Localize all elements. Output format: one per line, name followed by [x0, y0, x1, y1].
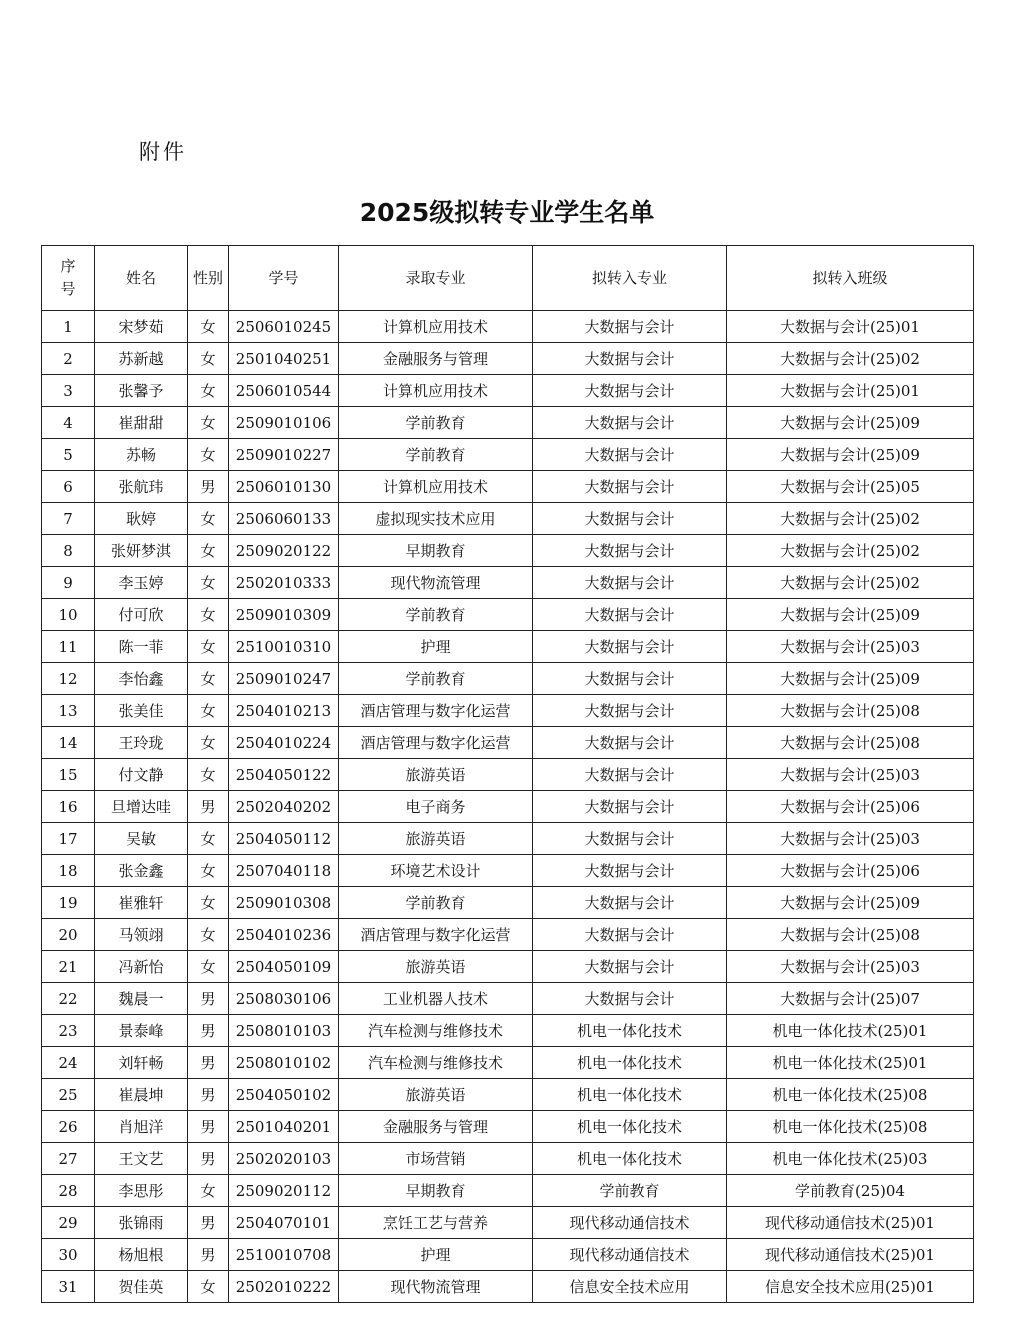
cell-target-major: 大数据与会计: [533, 535, 727, 567]
cell-gender: 男: [188, 1015, 229, 1047]
cell-target-major: 现代移动通信技术: [533, 1207, 727, 1239]
cell-admitted-major: 学前教育: [339, 887, 533, 919]
student-transfer-table: [41, 245, 974, 1303]
cell-seq: 7: [42, 503, 95, 535]
table-row: [42, 983, 974, 1015]
cell-target-major: 机电一体化技术: [533, 1047, 727, 1079]
cell-admitted-major: 汽车检测与维修技术: [339, 1015, 533, 1047]
cell-admitted-major: 虚拟现实技术应用: [339, 503, 533, 535]
header-admitted-major: 录取专业: [339, 246, 533, 311]
table-body: [42, 311, 974, 1303]
cell-seq: 12: [42, 663, 95, 695]
cell-target-class: 机电一体化技术(25)01: [727, 1015, 974, 1047]
cell-seq: 8: [42, 535, 95, 567]
cell-gender: 男: [188, 791, 229, 823]
cell-gender: 女: [188, 439, 229, 471]
cell-student-id: 2506060133: [229, 503, 339, 535]
cell-name: 旦增达哇: [95, 791, 188, 823]
cell-target-major: 大数据与会计: [533, 599, 727, 631]
cell-gender: 女: [188, 567, 229, 599]
cell-name: 张航玮: [95, 471, 188, 503]
cell-gender: 女: [188, 503, 229, 535]
cell-gender: 女: [188, 695, 229, 727]
cell-gender: 男: [188, 983, 229, 1015]
cell-name: 崔甜甜: [95, 407, 188, 439]
cell-target-class: 大数据与会计(25)09: [727, 407, 974, 439]
table-row: [42, 663, 974, 695]
cell-student-id: 2510010708: [229, 1239, 339, 1271]
cell-gender: 女: [188, 1175, 229, 1207]
cell-seq: 1: [42, 311, 95, 343]
table-row: [42, 375, 974, 407]
cell-target-major: 大数据与会计: [533, 919, 727, 951]
cell-seq: 30: [42, 1239, 95, 1271]
cell-target-major: 机电一体化技术: [533, 1015, 727, 1047]
cell-name: 崔晨坤: [95, 1079, 188, 1111]
table-row: [42, 311, 974, 343]
cell-seq: 20: [42, 919, 95, 951]
cell-student-id: 2504010213: [229, 695, 339, 727]
cell-gender: 女: [188, 1271, 229, 1303]
cell-seq: 4: [42, 407, 95, 439]
cell-target-major: 大数据与会计: [533, 375, 727, 407]
cell-gender: 女: [188, 535, 229, 567]
cell-gender: 女: [188, 919, 229, 951]
cell-seq: 18: [42, 855, 95, 887]
table-header-row: [42, 246, 974, 311]
cell-target-major: 大数据与会计: [533, 503, 727, 535]
cell-student-id: 2509010227: [229, 439, 339, 471]
cell-seq: 13: [42, 695, 95, 727]
cell-target-class: 大数据与会计(25)09: [727, 663, 974, 695]
table-row: [42, 1239, 974, 1271]
cell-seq: 3: [42, 375, 95, 407]
cell-student-id: 2508010102: [229, 1047, 339, 1079]
cell-target-class: 大数据与会计(25)09: [727, 887, 974, 919]
cell-name: 张美佳: [95, 695, 188, 727]
cell-student-id: 2506010245: [229, 311, 339, 343]
cell-student-id: 2508010103: [229, 1015, 339, 1047]
cell-target-major: 大数据与会计: [533, 439, 727, 471]
cell-admitted-major: 汽车检测与维修技术: [339, 1047, 533, 1079]
cell-seq: 17: [42, 823, 95, 855]
cell-name: 张锦雨: [95, 1207, 188, 1239]
cell-name: 李思彤: [95, 1175, 188, 1207]
table-row: [42, 727, 974, 759]
cell-name: 马领翊: [95, 919, 188, 951]
cell-gender: 男: [188, 1047, 229, 1079]
cell-student-id: 2509010308: [229, 887, 339, 919]
cell-name: 李怡鑫: [95, 663, 188, 695]
cell-seq: 10: [42, 599, 95, 631]
cell-student-id: 2506010130: [229, 471, 339, 503]
attachment-label: 附件: [139, 140, 187, 164]
cell-student-id: 2509020112: [229, 1175, 339, 1207]
cell-student-id: 2502040202: [229, 791, 339, 823]
cell-gender: 男: [188, 1143, 229, 1175]
cell-seq: 14: [42, 727, 95, 759]
cell-seq: 16: [42, 791, 95, 823]
cell-target-major: 大数据与会计: [533, 567, 727, 599]
cell-student-id: 2504050112: [229, 823, 339, 855]
cell-name: 崔雅轩: [95, 887, 188, 919]
cell-target-class: 机电一体化技术(25)01: [727, 1047, 974, 1079]
cell-target-major: 大数据与会计: [533, 759, 727, 791]
cell-gender: 女: [188, 631, 229, 663]
cell-admitted-major: 学前教育: [339, 439, 533, 471]
cell-admitted-major: 计算机应用技术: [339, 471, 533, 503]
cell-target-class: 大数据与会计(25)03: [727, 951, 974, 983]
table-row: [42, 1143, 974, 1175]
cell-name: 杨旭根: [95, 1239, 188, 1271]
header-seq: 序号: [42, 246, 95, 311]
cell-admitted-major: 旅游英语: [339, 759, 533, 791]
cell-seq: 22: [42, 983, 95, 1015]
cell-target-class: 大数据与会计(25)05: [727, 471, 974, 503]
cell-admitted-major: 现代物流管理: [339, 1271, 533, 1303]
cell-target-class: 信息安全技术应用(25)01: [727, 1271, 974, 1303]
cell-student-id: 2506010544: [229, 375, 339, 407]
cell-target-major: 大数据与会计: [533, 663, 727, 695]
cell-name: 刘轩畅: [95, 1047, 188, 1079]
cell-admitted-major: 早期教育: [339, 535, 533, 567]
cell-target-class: 机电一体化技术(25)08: [727, 1079, 974, 1111]
cell-student-id: 2507040118: [229, 855, 339, 887]
cell-name: 魏晨一: [95, 983, 188, 1015]
table-row: [42, 855, 974, 887]
cell-target-major: 大数据与会计: [533, 951, 727, 983]
cell-admitted-major: 计算机应用技术: [339, 375, 533, 407]
cell-seq: 21: [42, 951, 95, 983]
cell-name: 王文艺: [95, 1143, 188, 1175]
cell-target-class: 大数据与会计(25)03: [727, 759, 974, 791]
cell-seq: 2: [42, 343, 95, 375]
cell-admitted-major: 市场营销: [339, 1143, 533, 1175]
cell-name: 耿婷: [95, 503, 188, 535]
header-target-major: 拟转入专业: [533, 246, 727, 311]
cell-target-major: 信息安全技术应用: [533, 1271, 727, 1303]
cell-seq: 25: [42, 1079, 95, 1111]
cell-gender: 女: [188, 343, 229, 375]
table-row: [42, 535, 974, 567]
cell-target-class: 大数据与会计(25)06: [727, 791, 974, 823]
cell-admitted-major: 护理: [339, 631, 533, 663]
cell-student-id: 2504050122: [229, 759, 339, 791]
table-row: [42, 1015, 974, 1047]
cell-gender: 女: [188, 727, 229, 759]
cell-target-class: 大数据与会计(25)09: [727, 599, 974, 631]
table-row: [42, 951, 974, 983]
cell-target-class: 学前教育(25)04: [727, 1175, 974, 1207]
cell-student-id: 2509010106: [229, 407, 339, 439]
table-row: [42, 1047, 974, 1079]
cell-student-id: 2504010224: [229, 727, 339, 759]
cell-target-major: 现代移动通信技术: [533, 1239, 727, 1271]
cell-name: 冯新怡: [95, 951, 188, 983]
cell-seq: 5: [42, 439, 95, 471]
cell-student-id: 2509010309: [229, 599, 339, 631]
cell-target-class: 大数据与会计(25)08: [727, 695, 974, 727]
cell-name: 苏畅: [95, 439, 188, 471]
table-row: [42, 343, 974, 375]
cell-target-major: 学前教育: [533, 1175, 727, 1207]
cell-seq: 24: [42, 1047, 95, 1079]
cell-target-major: 大数据与会计: [533, 343, 727, 375]
cell-admitted-major: 旅游英语: [339, 823, 533, 855]
cell-seq: 31: [42, 1271, 95, 1303]
cell-target-class: 大数据与会计(25)02: [727, 535, 974, 567]
cell-seq: 28: [42, 1175, 95, 1207]
cell-student-id: 2509010247: [229, 663, 339, 695]
cell-admitted-major: 金融服务与管理: [339, 1111, 533, 1143]
cell-seq: 29: [42, 1207, 95, 1239]
cell-student-id: 2501040201: [229, 1111, 339, 1143]
table-row: [42, 503, 974, 535]
cell-student-id: 2504010236: [229, 919, 339, 951]
cell-admitted-major: 旅游英语: [339, 1079, 533, 1111]
cell-target-class: 大数据与会计(25)07: [727, 983, 974, 1015]
cell-name: 李玉婷: [95, 567, 188, 599]
cell-gender: 女: [188, 823, 229, 855]
cell-seq: 6: [42, 471, 95, 503]
cell-student-id: 2504050102: [229, 1079, 339, 1111]
cell-name: 付可欣: [95, 599, 188, 631]
cell-admitted-major: 电子商务: [339, 791, 533, 823]
table-row: [42, 407, 974, 439]
cell-target-major: 大数据与会计: [533, 631, 727, 663]
table-row: [42, 887, 974, 919]
table-row: [42, 791, 974, 823]
cell-target-major: 机电一体化技术: [533, 1079, 727, 1111]
cell-student-id: 2501040251: [229, 343, 339, 375]
cell-gender: 女: [188, 887, 229, 919]
cell-admitted-major: 学前教育: [339, 663, 533, 695]
cell-target-class: 机电一体化技术(25)03: [727, 1143, 974, 1175]
cell-admitted-major: 环境艺术设计: [339, 855, 533, 887]
cell-admitted-major: 酒店管理与数字化运营: [339, 727, 533, 759]
cell-student-id: 2504050109: [229, 951, 339, 983]
cell-gender: 女: [188, 663, 229, 695]
table-row: [42, 1079, 974, 1111]
cell-target-class: 大数据与会计(25)06: [727, 855, 974, 887]
cell-target-major: 大数据与会计: [533, 695, 727, 727]
header-name: 姓名: [95, 246, 188, 311]
cell-student-id: 2509020122: [229, 535, 339, 567]
cell-target-class: 大数据与会计(25)09: [727, 439, 974, 471]
table-row: [42, 823, 974, 855]
cell-seq: 19: [42, 887, 95, 919]
table-row: [42, 695, 974, 727]
cell-target-major: 大数据与会计: [533, 471, 727, 503]
cell-target-class: 大数据与会计(25)03: [727, 823, 974, 855]
cell-student-id: 2508030106: [229, 983, 339, 1015]
table-row: [42, 599, 974, 631]
cell-target-class: 现代移动通信技术(25)01: [727, 1239, 974, 1271]
cell-name: 贺佳英: [95, 1271, 188, 1303]
cell-admitted-major: 现代物流管理: [339, 567, 533, 599]
table-row: [42, 439, 974, 471]
cell-seq: 23: [42, 1015, 95, 1047]
cell-admitted-major: 烹饪工艺与营养: [339, 1207, 533, 1239]
cell-target-major: 大数据与会计: [533, 311, 727, 343]
header-student-id: 学号: [229, 246, 339, 311]
cell-student-id: 2502010222: [229, 1271, 339, 1303]
cell-target-class: 大数据与会计(25)02: [727, 503, 974, 535]
cell-seq: 15: [42, 759, 95, 791]
cell-name: 肖旭洋: [95, 1111, 188, 1143]
cell-seq: 9: [42, 567, 95, 599]
table-row: [42, 567, 974, 599]
cell-gender: 男: [188, 1079, 229, 1111]
cell-gender: 女: [188, 311, 229, 343]
cell-admitted-major: 金融服务与管理: [339, 343, 533, 375]
table-row: [42, 1271, 974, 1303]
cell-name: 景泰峰: [95, 1015, 188, 1047]
cell-target-major: 大数据与会计: [533, 887, 727, 919]
cell-admitted-major: 酒店管理与数字化运营: [339, 919, 533, 951]
cell-student-id: 2502020103: [229, 1143, 339, 1175]
cell-gender: 女: [188, 951, 229, 983]
cell-target-class: 大数据与会计(25)08: [727, 919, 974, 951]
cell-target-major: 机电一体化技术: [533, 1143, 727, 1175]
cell-target-major: 大数据与会计: [533, 791, 727, 823]
table-row: [42, 471, 974, 503]
cell-target-class: 大数据与会计(25)02: [727, 567, 974, 599]
cell-target-major: 大数据与会计: [533, 407, 727, 439]
cell-admitted-major: 旅游英语: [339, 951, 533, 983]
table-row: [42, 759, 974, 791]
cell-student-id: 2504070101: [229, 1207, 339, 1239]
cell-admitted-major: 学前教育: [339, 599, 533, 631]
cell-gender: 男: [188, 1111, 229, 1143]
cell-target-class: 大数据与会计(25)08: [727, 727, 974, 759]
cell-gender: 女: [188, 375, 229, 407]
document-title: 2025级拟转专业学生名单: [359, 198, 655, 227]
cell-target-class: 机电一体化技术(25)08: [727, 1111, 974, 1143]
table-row: [42, 1175, 974, 1207]
cell-gender: 女: [188, 759, 229, 791]
cell-name: 付文静: [95, 759, 188, 791]
cell-admitted-major: 工业机器人技术: [339, 983, 533, 1015]
cell-student-id: 2510010310: [229, 631, 339, 663]
cell-name: 宋梦茹: [95, 311, 188, 343]
cell-target-class: 大数据与会计(25)01: [727, 311, 974, 343]
cell-name: 吴敏: [95, 823, 188, 855]
cell-student-id: 2502010333: [229, 567, 339, 599]
cell-gender: 男: [188, 1207, 229, 1239]
cell-seq: 27: [42, 1143, 95, 1175]
table-row: [42, 631, 974, 663]
table-row: [42, 919, 974, 951]
cell-name: 陈一菲: [95, 631, 188, 663]
header-target-class: 拟转入班级: [727, 246, 974, 311]
cell-target-class: 大数据与会计(25)01: [727, 375, 974, 407]
cell-gender: 女: [188, 599, 229, 631]
cell-gender: 女: [188, 407, 229, 439]
cell-target-major: 机电一体化技术: [533, 1111, 727, 1143]
cell-target-class: 大数据与会计(25)03: [727, 631, 974, 663]
cell-target-class: 现代移动通信技术(25)01: [727, 1207, 974, 1239]
cell-name: 苏新越: [95, 343, 188, 375]
cell-target-major: 大数据与会计: [533, 727, 727, 759]
table-row: [42, 1111, 974, 1143]
cell-seq: 26: [42, 1111, 95, 1143]
cell-admitted-major: 学前教育: [339, 407, 533, 439]
cell-gender: 女: [188, 855, 229, 887]
cell-target-major: 大数据与会计: [533, 983, 727, 1015]
cell-admitted-major: 护理: [339, 1239, 533, 1271]
cell-gender: 男: [188, 1239, 229, 1271]
cell-name: 王玲珑: [95, 727, 188, 759]
cell-name: 张妍梦淇: [95, 535, 188, 567]
cell-admitted-major: 早期教育: [339, 1175, 533, 1207]
cell-admitted-major: 计算机应用技术: [339, 311, 533, 343]
cell-admitted-major: 酒店管理与数字化运营: [339, 695, 533, 727]
cell-gender: 男: [188, 471, 229, 503]
cell-target-major: 大数据与会计: [533, 855, 727, 887]
header-gender: 性别: [188, 246, 229, 311]
cell-name: 张馨予: [95, 375, 188, 407]
cell-name: 张金鑫: [95, 855, 188, 887]
table-row: [42, 1207, 974, 1239]
cell-seq: 11: [42, 631, 95, 663]
cell-target-major: 大数据与会计: [533, 823, 727, 855]
cell-target-class: 大数据与会计(25)02: [727, 343, 974, 375]
